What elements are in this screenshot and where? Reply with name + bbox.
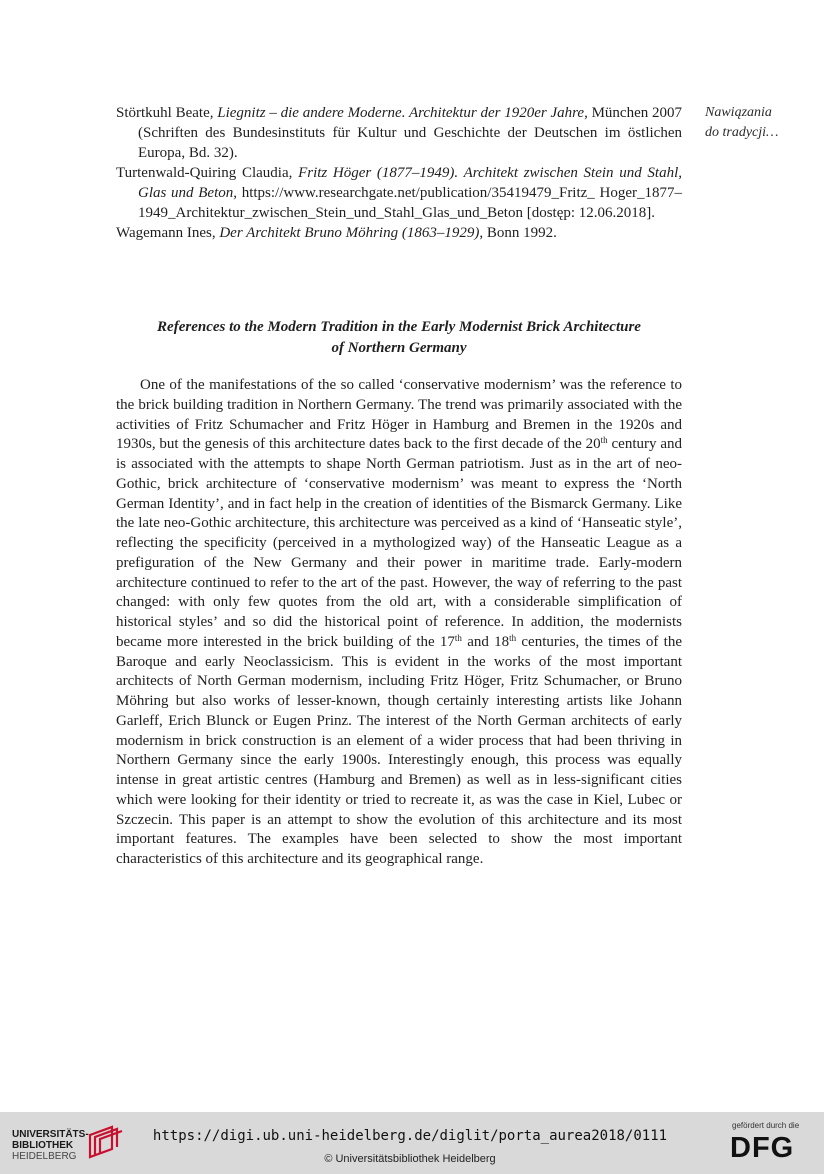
bibliography-entry: Wagemann Ines, Der Architekt Bruno Möhring (1863–1929), Bonn 1992. (116, 225, 557, 241)
bibliography-list (116, 103, 682, 243)
permalink-url[interactable]: https://digi.ub.uni-heidelberg.de/diglit/porta_aurea2018/0111 (152, 1128, 668, 1144)
side-note-line-1: Nawiązania (705, 105, 772, 120)
section-heading-line-1: References to the Modern Tradition in the Early Modernist Brick Architecture (157, 319, 641, 335)
logo-text-line-3: HEIDELBERG (12, 1151, 77, 1162)
dfg-funding-label: gefördert durch die (732, 1121, 800, 1130)
logo-text-line-1: UNIVERSITÄTS- (12, 1129, 89, 1140)
logo-text-line-2: BIBLIOTHEK (12, 1140, 74, 1151)
copyright-notice: © Universitätsbibliothek Heidelberg (324, 1153, 496, 1165)
running-side-note (705, 103, 817, 143)
side-note-line-2: do tradycji… (705, 125, 779, 140)
viewer-footer (0, 1112, 824, 1174)
university-library-logo[interactable] (12, 1129, 122, 1169)
bibliography-entry: Turtenwald-Quiring Claudia, Fritz Höger (1877–1949). Architekt zwischen Stein und Stahl, Glas und Beton, https://www.researchgate.net/publication/35419479_Fritz_ Hoger_1877–1949_Architektur_zwischen_Stein_und_Stahl_Glas_und_Beton [dostęp: 12.06.2018]. (116, 165, 682, 221)
section-heading-line-2: of Northern Germany (331, 340, 467, 356)
section-heading (116, 317, 682, 359)
dfg-logo-icon: DFG (730, 1132, 795, 1164)
library-emblem-icon (84, 1123, 124, 1163)
bibliography-entry: Störtkuhl Beate, Liegnitz – die andere Moderne. Architektur der 1920er Jahre, München 2007 (Schriften des Bundesinstituts für Kultur und Geschichte der Deutschen im östlichen Europa, Bd. 32). (116, 105, 682, 161)
dfg-funding-logo[interactable] (730, 1120, 814, 1170)
summary-paragraph: One of the manifestations of the so called ‘conservative modernism’ was the reference to the brick building tradition in Northern Germany. The trend was primarily associated with the activities of Fritz Schumacher and Fritz Höger in Hamburg and Bremen in the 1920s and 1930s, but the genesis of this architecture dates back to the first decade of the 20th century and is associated with the attempts to shape North German patriotism. Just as in the art of neo-Gothic, brick architecture of ‘conservative modernism’ was meant to express the ‘North German Identity’, and in fact help in the creation of identities of the Bismarck Germany. Like the late neo-Gothic architecture, this architecture was perceived as a kind of ‘Hanseatic style’, reflecting the specificity (perceived in a mythologized way) of the Hanseatic League as a prefiguration of the New Germany and their power in maritime trade. Early-modern architecture continued to refer to the art of the past. However, the way of referring to the past changed: with only few quotes from the old art, with a considerable simplification of historical styles’ and so did the historical point of reference. In addition, the modernists became more interested in the brick building of the 17th and 18th centuries, the times of the Baroque and early Neoclassicism. This is evident in the works of the most important architects of North German modernism, including Fritz Höger, Fritz Schumacher, or Bruno Möhring but also works of lesser-known, though certainly interesting artists like Johann Garleff, Erich Blunck or Eugen Prinz. The interest of the North German architects of early modernism in brick construction is an element of a wider process that had been thriving in Northern Germany since the early 1900s. Interestingly enough, this process was equally intense in great artistic centres (Hamburg and Bremen) as well as in less-significant cities which were looking for their identity or tried to recreate it, as was the case in Kiel, Lubec or Szczecin. This paper is an attempt to show the evolution of this architecture and its most important features. The examples have been selected to show the most important characteristics of this architecture and its geographical range. (116, 377, 682, 867)
